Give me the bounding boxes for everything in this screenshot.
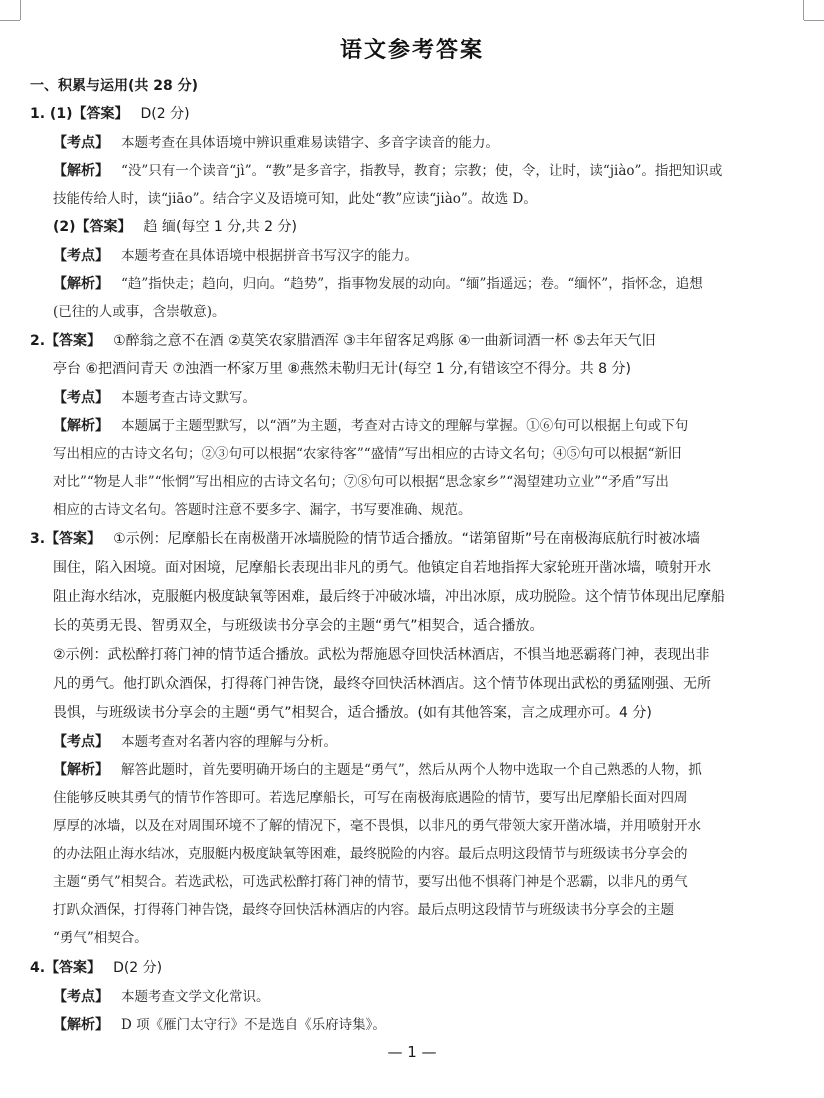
jiexi-text-line: “勇气”相契合。 (53, 930, 148, 946)
answer-text-line: 畏惧，与班级读书分享会的主题“勇气”相契合，适合播放。(如有其他答案，言之成理亦可。4 分) (53, 705, 652, 721)
answer-text: ①醉翁之意不在酒 ②莫笑农家腊酒浑 ③丰年留客足鸡豚 ④一曲新词酒一杯 ⑤去年天气旧 (113, 333, 656, 349)
jiexi-label: 【解析】 (53, 163, 109, 179)
page-number: — 1 — (387, 1043, 437, 1061)
q3-jiexi-line (53, 757, 702, 783)
q1-2-answer-line (53, 214, 297, 240)
question-number: 4. (30, 960, 46, 976)
kaodian-label: 【考点】 (53, 989, 109, 1005)
kaodian-text: 本题考查对名著内容的理解与分析。 (121, 734, 337, 750)
jiexi-label: 【解析】 (53, 1017, 109, 1033)
question-number: 3. (30, 531, 46, 547)
kaodian-text: 本题考查在具体语境中辨识重难易读错字、多音字读音的能力。 (121, 135, 499, 151)
jiexi-text-line: (已往的人或事，含崇敬意)。 (53, 304, 226, 320)
kaodian-text: 本题考查文学文化常识。 (121, 989, 270, 1005)
answer-text: ①示例：尼摩船长在南极凿开冰墙脱险的情节适合播放。“诺第留斯”号在南极海底航行时被冰墙 (113, 531, 701, 547)
jiexi-text-line: 主题“勇气”相契合。若选武松，可选武松醉打蒋门神的情节，要写出他不惧蒋门神是个恶霸，以非凡的勇气 (53, 874, 688, 890)
q3-answer-line (30, 526, 700, 552)
kaodian-label: 【考点】 (53, 734, 109, 750)
answer-text-line: ②示例：武松醉打蒋门神的情节适合播放。武松为帮施恩夺回快活林酒店，不惧当地恶霸蒋门神，表现出非 (53, 647, 710, 663)
q1-answer-line (30, 101, 190, 127)
q1-2-jiexi-line (53, 271, 703, 297)
answer-text-line: 亭台 ⑥把酒问青天 ⑦浊酒一杯家万里 ⑧燕然未勒归无计(每空 1 分,有错该空不得分。共 8 分) (53, 361, 631, 377)
answer-label: 【答案】 (72, 106, 129, 122)
jiexi-text-line: 对比”“物是人非”“怅惘”写出相应的古诗文名句；⑦⑧句可以根据“思念家乡”“渴望建功立业”“矛盾”写出 (53, 474, 669, 490)
q4-jiexi-line (53, 1012, 386, 1038)
kaodian-label: 【考点】 (53, 135, 109, 151)
q1-2-kaodian-line (53, 243, 418, 269)
jiexi-label: 【解析】 (53, 276, 109, 292)
kaodian-text: 本题考查古诗文默写。 (121, 390, 256, 406)
crop-mark (804, 20, 824, 21)
jiexi-text: “没”只有一个读音“jì”。“教”是多音字，指教导，教育；宗教；使，令，让时，读“jiào”。指把知识或 (121, 163, 723, 179)
jiexi-text-line: 住能够反映其勇气的情节作答即可。若选尼摩船长，可写在南极海底遇险的情节，要写出尼摩船长面对四周 (53, 790, 688, 806)
jiexi-text-line: 相应的古诗文名句。答题时注意不要多字、漏字，书写要准确、规范。 (53, 502, 472, 518)
jiexi-text-line: 的办法阻止海水结冰，克服艇内极度缺氧等困难，最终脱险的内容。最后点明这段情节与班级读书分享会的 (53, 846, 688, 862)
q1-kaodian-line (53, 130, 499, 156)
kaodian-label: 【考点】 (53, 248, 109, 264)
answer-text: D(2 分) (113, 960, 163, 976)
jiexi-text-line: 技能传给人时，读“jiāo”。结合字义及语境可知，此处“教”应读“jiào”。故选 D。 (53, 191, 537, 207)
answer-label: 【答案】 (45, 531, 102, 547)
answer-text-line: 阻止海水结冰，克服艇内极度缺氧等困难，最后终于冲破冰墙，冲出冰原，成功脱险。这个情节体现出尼摩船 (53, 589, 725, 605)
crop-mark (20, 0, 21, 20)
answer-label: 【答案】 (45, 333, 102, 349)
q2-answer-line (30, 328, 656, 354)
jiexi-text-line: 打趴众酒保，打得蒋门神告饶，最终夺回快活林酒店的内容。最后点明这段情节与班级读书分享会的主题 (53, 902, 674, 918)
answer-text-line: 长的英勇无畏、智勇双全，与班级读书分享会的主题“勇气”相契合，适合播放。 (53, 618, 544, 634)
q3-kaodian-line (53, 729, 337, 755)
q1-jiexi-line (53, 158, 722, 184)
kaodian-label: 【考点】 (53, 390, 109, 406)
q2-jiexi-line (53, 413, 688, 439)
jiexi-text: 解答此题时，首先要明确开场白的主题是“勇气”，然后从两个人物中选取一个自己熟悉的人物，抓 (121, 762, 702, 778)
q4-answer-line (30, 955, 162, 981)
answer-label: 【答案】 (75, 219, 132, 235)
jiexi-label: 【解析】 (53, 418, 109, 434)
question-number: 1. (1) (30, 106, 73, 122)
q2-kaodian-line (53, 385, 256, 411)
crop-mark (803, 0, 804, 20)
jiexi-text-line: 厚厚的冰墙，以及在对周围环境不了解的情况下，毫不畏惧，以非凡的勇气带领大家开凿冰墙，并用喷射开水 (53, 818, 701, 834)
section-heading: 一、积累与运用(共 28 分) (30, 78, 199, 94)
jiexi-text: 本题属于主题型默写，以“酒”为主题，考查对古诗文的理解与掌握。①⑥句可以根据上句或下句 (121, 418, 689, 434)
question-number: 2. (30, 333, 46, 349)
answer-label: 【答案】 (45, 960, 102, 976)
q4-kaodian-line (53, 984, 270, 1010)
jiexi-text: D 项《雁门太守行》不是选自《乐府诗集》。 (121, 1017, 386, 1033)
answer-text: 趋 缅(每空 1 分,共 2 分) (143, 219, 297, 235)
jiexi-text: “趋”指快走；趋向，归向。“趋势”，指事物发展的动向。“缅”指遥远；卷。“缅怀”，指怀念，追想 (121, 276, 703, 292)
answer-text-line: 围住，陷入困境。面对困境，尼摩船长表现出非凡的勇气。他镇定自若地指挥大家轮班开凿冰墙，喷射开水 (53, 560, 711, 576)
jiexi-label: 【解析】 (53, 762, 109, 778)
jiexi-text-line: 写出相应的古诗文名句；②③句可以根据“农家待客”“盛情”写出相应的古诗文名句；④⑤句可以根据“新旧 (53, 446, 682, 462)
question-number: (2) (53, 219, 76, 235)
page-title: 语文参考答案 (339, 38, 484, 63)
crop-mark (0, 20, 20, 21)
kaodian-text: 本题考查在具体语境中根据拼音书写汉字的能力。 (121, 248, 418, 264)
answer-text: D(2 分) (140, 106, 190, 122)
answer-text-line: 凡的勇气。他打趴众酒保，打得蒋门神告饶，最终夺回快活林酒店。这个情节体现出武松的勇猛刚强、无所 (53, 676, 711, 692)
